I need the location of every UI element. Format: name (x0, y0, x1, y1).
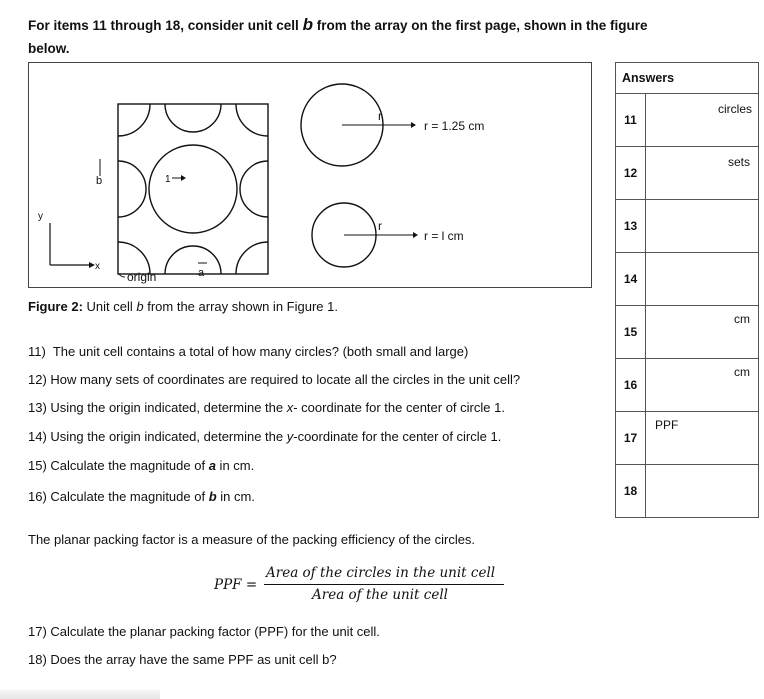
question-text: Does the array have the same PPF as unit cell b? (50, 652, 337, 667)
answer-number: 18 (616, 465, 646, 518)
circle-1-arrowhead (181, 175, 186, 181)
answer-field-14[interactable] (646, 253, 759, 306)
figure-frame (28, 62, 592, 288)
answer-row-17 (616, 412, 759, 465)
question-number: 14) (28, 429, 47, 444)
question-number: 11) (28, 344, 46, 359)
answer-row-12 (616, 147, 759, 200)
unit-cell-figure (29, 63, 593, 289)
label-circle-1: 1 (165, 174, 171, 185)
corner-arc-bottom-right (236, 242, 268, 274)
radius-arrow-large (411, 122, 416, 128)
question-number: 13) (28, 400, 47, 415)
answer-row-16 (616, 359, 759, 412)
intro-cell-letter: b (302, 15, 313, 34)
ppf-description: The planar packing factor is a measure of the packing efficiency of the circles. (28, 532, 476, 547)
question-15 (28, 458, 254, 473)
label-r-small-value: r = l cm (424, 229, 464, 243)
question-number: 12) (28, 372, 47, 387)
question-number: 15) (28, 458, 47, 473)
answer-field-16[interactable] (646, 359, 759, 412)
question-vector-a: a (208, 458, 216, 473)
circle-1-large (149, 145, 237, 233)
question-text: Using the origin indicated, determine the (50, 400, 287, 415)
answer-unit: cm (734, 365, 750, 379)
figure-caption (28, 299, 338, 314)
question-text-end: - coordinate for the center of circle 1. (293, 400, 505, 415)
unit-cell-square (118, 104, 268, 274)
question-17 (28, 624, 380, 639)
answer-number: 12 (616, 147, 646, 200)
answer-field-13[interactable] (646, 200, 759, 253)
answer-row-13 (616, 200, 759, 253)
question-13 (28, 400, 505, 415)
question-variable: x (286, 400, 294, 415)
answer-row-11 (616, 94, 759, 147)
question-text-end: -coordinate for the center of circle 1. (293, 429, 502, 444)
answer-field-11[interactable] (646, 94, 759, 147)
answer-row-18 (616, 465, 759, 518)
question-18 (28, 652, 337, 667)
answer-row-14 (616, 253, 759, 306)
answer-unit: circles (717, 102, 752, 116)
question-text-end: in cm. (215, 458, 255, 473)
formula-numerator: Area of the circles in the unit cell (266, 565, 496, 581)
question-vector-b: b (208, 489, 217, 504)
question-16 (28, 489, 255, 504)
answer-field-17[interactable] (646, 412, 759, 465)
question-text: How many sets of coordinates are required to locate all the circles in the unit cell? (50, 372, 521, 387)
answers-header-row (616, 63, 759, 94)
answer-field-18[interactable] (646, 465, 759, 518)
intro-before: For items 11 through 18, consider unit cell (28, 18, 303, 33)
edge-arc-top (165, 104, 221, 132)
question-text: The unit cell contains a total of how many circles? (both small and large) (52, 344, 469, 359)
question-11 (28, 344, 468, 359)
edge-arc-right (240, 161, 268, 217)
answer-unit: PPF (655, 418, 679, 432)
edge-arc-bottom (165, 246, 221, 274)
question-14 (28, 429, 501, 444)
question-text: Calculate the magnitude of (50, 458, 209, 473)
label-y-axis: y (38, 211, 43, 222)
question-number: 18) (28, 652, 47, 667)
answer-number: 11 (616, 94, 646, 147)
formula-fraction-bar (264, 584, 504, 585)
question-text: Calculate the planar packing factor (PPF) for the unit cell. (50, 624, 380, 639)
answer-field-12[interactable] (646, 147, 759, 200)
question-text-end: in cm. (216, 489, 255, 504)
caption-prefix: Figure 2: (28, 299, 83, 314)
label-vector-b: b (96, 175, 103, 187)
radius-arrow-small (413, 232, 418, 238)
formula-denominator: Area of the unit cell (312, 587, 448, 603)
caption-text-before: Unit cell (82, 299, 137, 314)
answer-unit: cm (734, 312, 750, 326)
label-r-large-value: r = 1.25 cm (424, 119, 485, 133)
caption-letter: b (136, 299, 144, 314)
label-origin: origin (127, 270, 157, 284)
intro-text (28, 13, 668, 60)
answer-number: 17 (616, 412, 646, 465)
question-variable: y (286, 429, 294, 444)
answers-header: Answers (616, 63, 759, 94)
corner-arc-top-right (236, 104, 268, 136)
question-text: Calculate the magnitude of (50, 489, 209, 504)
question-number: 16) (28, 489, 47, 504)
answer-unit: sets (727, 155, 750, 169)
answer-field-15[interactable] (646, 306, 759, 359)
intro-after: from the array on the first page, shown in the figure below. (28, 18, 648, 56)
edge-arc-left (118, 161, 146, 217)
label-r-small: r (378, 219, 382, 233)
formula-lhs: PPF = (214, 577, 258, 593)
answer-number: 16 (616, 359, 646, 412)
bottom-shadow-strip (0, 690, 160, 699)
answer-number: 13 (616, 200, 646, 253)
question-text: Using the origin indicated, determine the (50, 429, 287, 444)
corner-arc-top-left (118, 104, 150, 136)
answer-number: 14 (616, 253, 646, 306)
caption-text-after: from the array shown in Figure 1. (143, 299, 338, 314)
answers-table (615, 62, 759, 518)
question-12 (28, 372, 520, 387)
label-r-large: r (378, 109, 382, 123)
label-x-axis: x (95, 261, 100, 272)
answer-number: 15 (616, 306, 646, 359)
answer-row-15 (616, 306, 759, 359)
question-number: 17) (28, 624, 47, 639)
label-vector-a: a (198, 267, 205, 279)
